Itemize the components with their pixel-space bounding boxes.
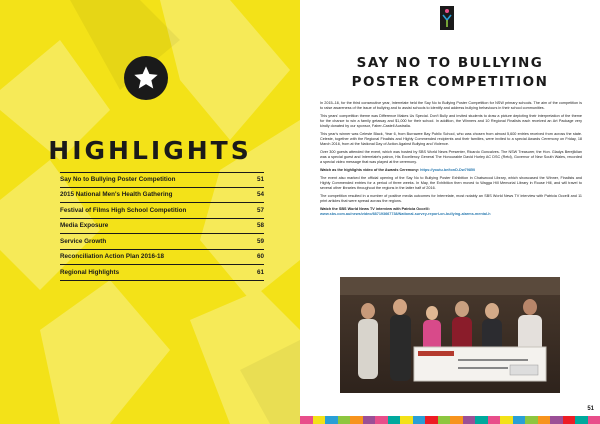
table-of-contents xyxy=(60,172,264,281)
toc-item-reconciliation[interactable] xyxy=(60,250,264,266)
color-strip-segment xyxy=(550,416,563,424)
color-strip-segment xyxy=(538,416,551,424)
color-strip-segment xyxy=(500,416,513,424)
color-strip-segment xyxy=(388,416,401,424)
toc-item-label: Media Exposure xyxy=(60,222,109,230)
toc-item-festival-of-films[interactable] xyxy=(60,203,264,219)
paragraph: The event also marked the official opening of the Say No to Bullying Poster Exhibition in Chatswood Library, which showcased the Winner, Finalists and Highly Commended entries for a period of three weeks. In May, the Exhibition then moved to Wagga Hill Memorial Library in Rouse Hill, and will travel to several other libraries throughout the regions in the latter half of 2016. xyxy=(320,176,582,190)
watch-video-line xyxy=(320,168,582,173)
toc-item-label: Regional Highlights xyxy=(60,268,120,276)
title-line-1: SAY NO TO BULLYING xyxy=(356,55,544,71)
toc-item-page: 60 xyxy=(256,253,264,261)
watch-interview-label: Watch the SBS World News TV interview with Patricia Occelli: xyxy=(320,207,430,211)
toc-item-regional-highlights[interactable] xyxy=(60,265,264,281)
color-strip-segment xyxy=(513,416,526,424)
color-strip-segment xyxy=(438,416,451,424)
toc-item-page: 61 xyxy=(256,268,264,276)
paragraph: In 2015–16, for the third consecutive year, Interrelate held the Say No to Bullying Poster Competition for NSW primary schools. The aim of the competition is to raise awareness of the issue of bullying and to assist schools to identify and address bullying behaviours in their school communities. xyxy=(320,101,582,110)
toc-item-page: 58 xyxy=(256,222,264,230)
toc-item-label: 2015 National Men's Health Gathering xyxy=(60,191,173,199)
toc-item-mens-health[interactable] xyxy=(60,188,264,204)
page-number: 51 xyxy=(587,406,594,412)
color-strip-segment xyxy=(450,416,463,424)
poster-competition-page xyxy=(300,0,600,424)
toc-item-page: 54 xyxy=(256,191,264,199)
color-strip-segment xyxy=(400,416,413,424)
awards-ceremony-photo xyxy=(340,277,560,393)
color-strip-segment xyxy=(563,416,576,424)
paragraph: This years' competition theme was Difference Makes Us Special. Don't Bully and invited students to draw a picture depicting their interpretation of the theme for the chance to win a family getaway and $1,000 for their school. In addition, the Winners and 10 Regional Finalists each received an Art Package very kindly donated by our sponsor, Faber-Castell Australia. xyxy=(320,114,582,128)
color-strip-segment xyxy=(363,416,376,424)
color-strip-footer xyxy=(300,416,600,424)
interrelate-logo-icon xyxy=(440,6,454,30)
color-strip-segment xyxy=(325,416,338,424)
toc-item-page: 51 xyxy=(256,176,264,184)
color-strip-segment xyxy=(413,416,426,424)
title-line-2: POSTER COMPETITION xyxy=(351,74,549,90)
color-strip-segment xyxy=(350,416,363,424)
toc-item-label: Reconciliation Action Plan 2016-18 xyxy=(60,253,165,261)
page-title xyxy=(300,54,600,92)
paragraph: This year's winner was Celeste Black, Year 6, from Burrawee Bay Public School, who was chosen from almost 5,600 entries received from across the state. Celeste, together with the Regional Finalists and Highly Commended recipients and their families, were invited to a special Awards Ceremony on Friday, 18 March 2016, from at the National Day of Action Against Bullying and Violence. xyxy=(320,132,582,146)
toc-item-page: 59 xyxy=(256,237,264,245)
watch-interview-line xyxy=(320,207,582,217)
toc-item-page: 57 xyxy=(256,206,264,214)
color-strip-segment xyxy=(300,416,313,424)
color-strip-segment xyxy=(525,416,538,424)
color-strip-segment xyxy=(338,416,351,424)
color-strip-segment xyxy=(475,416,488,424)
toc-item-label: Say No to Bullying Poster Competition xyxy=(60,176,176,184)
article-body xyxy=(320,101,582,220)
paragraph: Over 300 guests attended the event, which was hosted by SBS World News Presenter, Ricardo Goncalves. The NSW Treasurer, the Hon. Gladys Berejiklian was a special guest and Interrelate's patron, His Excellency General The Honourable David Hurley AC DSC (Retd), Governor of New South Wales, recorded a special video message that was played at the ceremony. xyxy=(320,150,582,164)
color-strip-segment xyxy=(425,416,438,424)
color-strip-segment xyxy=(463,416,476,424)
color-strip-segment xyxy=(375,416,388,424)
toc-item-label: Service Growth xyxy=(60,237,107,245)
paragraph: The competition resulted in a number of positive media outcomes for Interrelate, most notably an SBS World News TV interview with Patricia Occelli and 11 print articles that were spread across the regions. xyxy=(320,194,582,203)
highlights-title: HIGHLIGHTS xyxy=(48,136,252,165)
color-strip-segment xyxy=(588,416,600,424)
star-icon-badge xyxy=(124,56,168,100)
sbs-interview-link[interactable]: www.sbs.com.au/news/video/687193667738/National-survey-report-on-bullying-alarms-mental-h xyxy=(320,212,491,216)
toc-item-service-growth[interactable] xyxy=(60,234,264,250)
toc-item-label: Festival of Films High School Competition xyxy=(60,206,187,214)
color-strip-segment xyxy=(575,416,588,424)
toc-item-media-exposure[interactable] xyxy=(60,219,264,235)
ceremony-video-link[interactable]: https://youtu.be/tonD-Dw79850 xyxy=(420,168,476,172)
toc-item-poster-competition[interactable] xyxy=(60,172,264,188)
color-strip-segment xyxy=(313,416,326,424)
watch-video-label: Watch as the highlights video of the Awards Ceremony: xyxy=(320,168,420,172)
star-icon xyxy=(132,64,160,92)
color-strip-segment xyxy=(488,416,501,424)
